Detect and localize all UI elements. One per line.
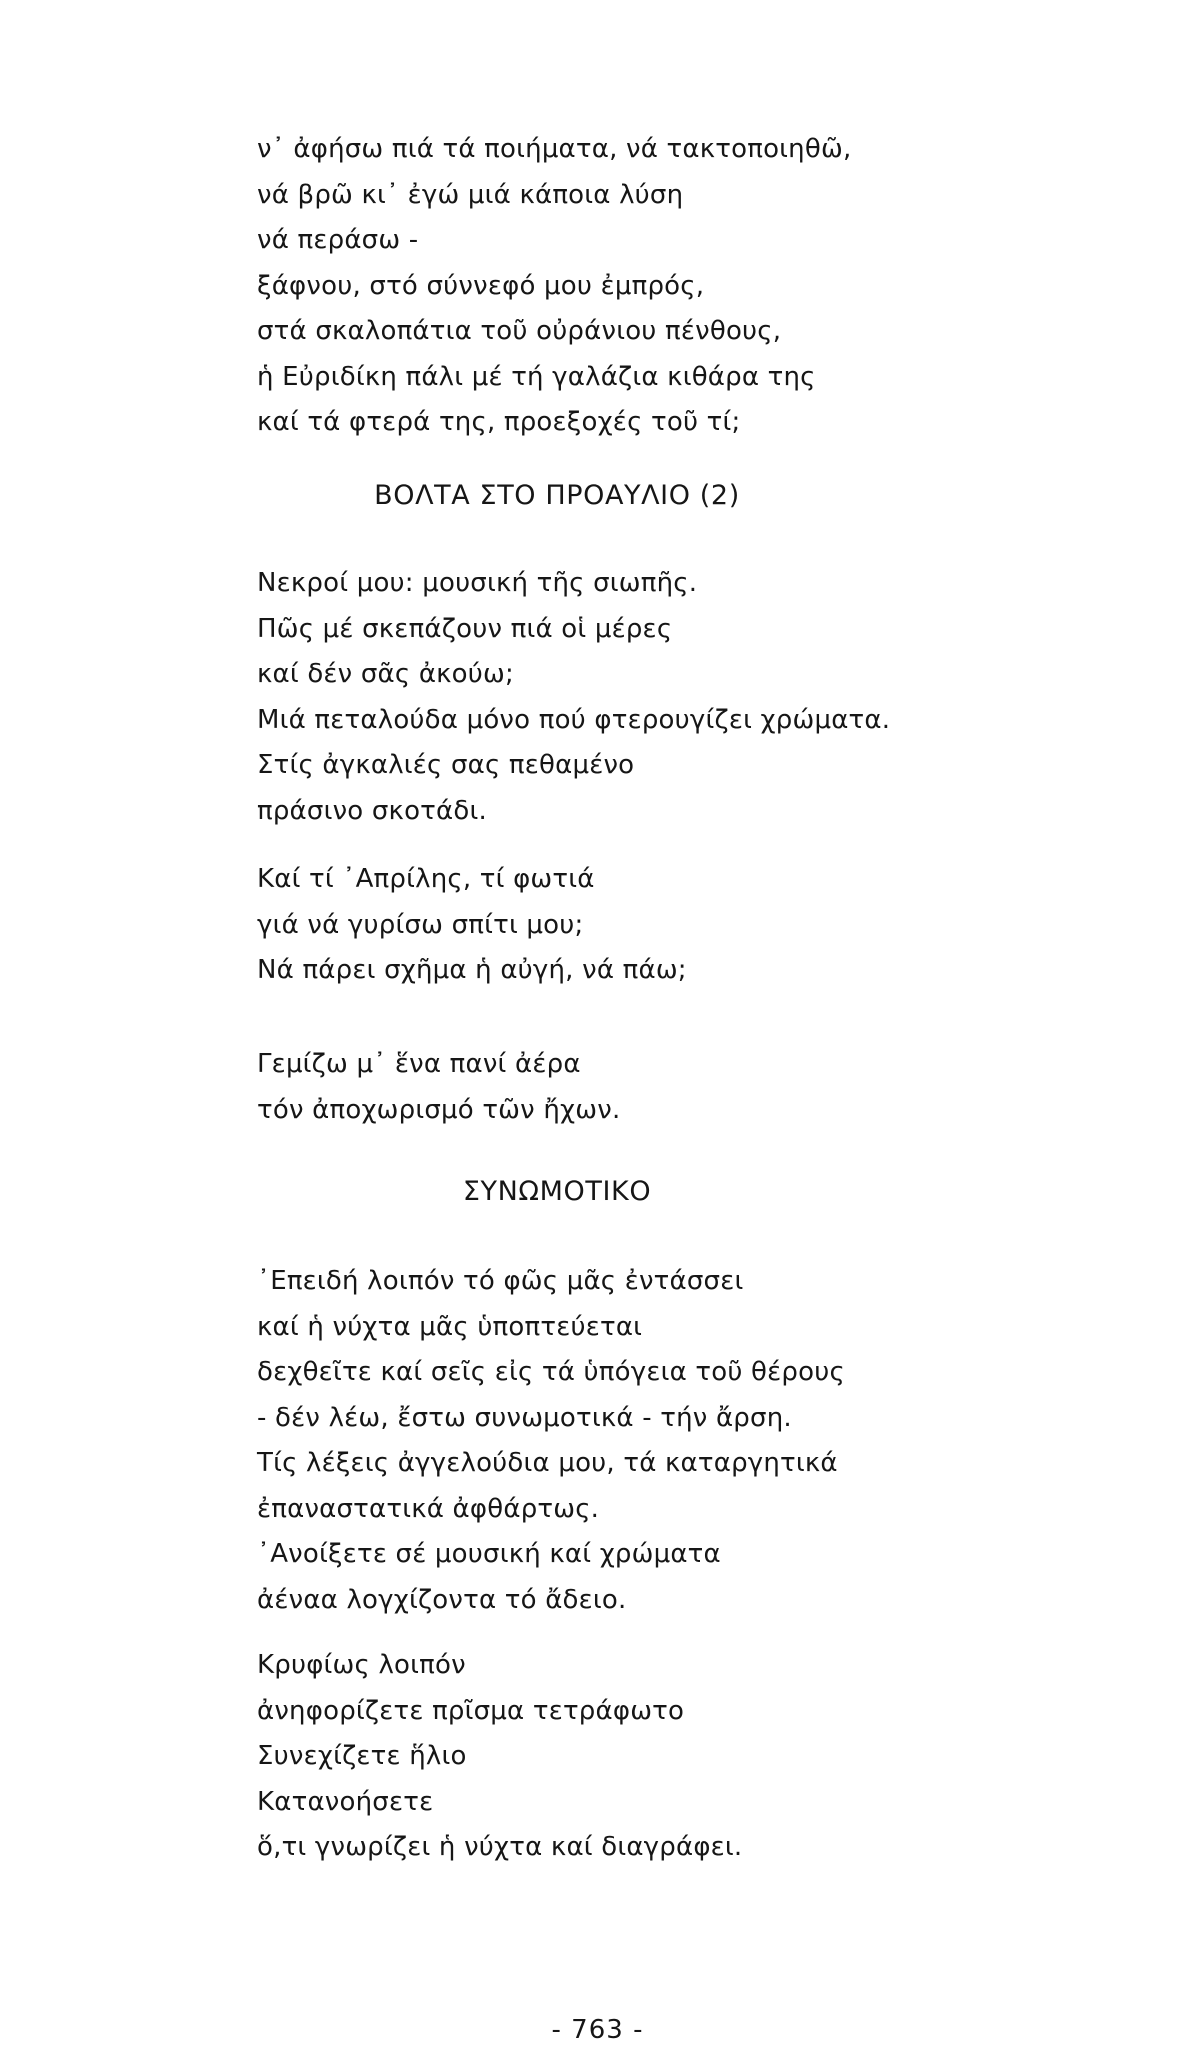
verse-line: πράσινο σκοτάδι.: [257, 795, 487, 826]
verse-line: Μιά πεταλούδα μόνο πού φτερουγίζει χρώματα.: [257, 704, 891, 735]
verse-line: καί δέν σᾶς ἀκούω;: [257, 659, 514, 689]
poem-volta-stanza-3: [257, 1042, 1137, 1133]
verse-line: ἀέναα λογχίζοντα τό ἄδειο.: [257, 1584, 627, 1615]
verse-line: Πῶς μέ σκεπάζουν πιά οἱ μέρες: [257, 613, 673, 644]
verse-line: - δέν λέω, ἔστω συνωμοτικά - τήν ἄρση.: [257, 1402, 792, 1433]
verse-line: Στίς ἀγκαλιές σας πεθαμένο: [257, 750, 635, 780]
poem-volta-stanza-1: [257, 561, 1137, 834]
verse-line: ξάφνου, στό σύννεφό μου ἐμπρός,: [257, 270, 705, 301]
verse-line: νά βρῶ κι᾿ ἐγώ μιά κάποια λύση: [257, 179, 684, 210]
poem-volta-stanza-2: [257, 857, 1137, 994]
verse-line: Κρυφίως λοιπόν: [257, 1650, 466, 1680]
page-number: - 763 -: [551, 2015, 644, 2045]
poem-synomotiko-stanza-1: [257, 1259, 1137, 1623]
verse-line: στά σκαλοπάτια τοῦ οὐράνιου πένθους,: [257, 316, 782, 346]
verse-line: ᾿Ανοίξετε σέ μουσική καί χρώματα: [257, 1539, 721, 1569]
verse-line: Τίς λέξεις ἀγγελούδια μου, τά καταργητικά: [257, 1448, 838, 1478]
verse-line: Κατανοήσετε: [257, 1786, 434, 1817]
verse-line: ὅ,τι γνωρίζει ἡ νύχτα καί διαγράφει.: [257, 1832, 743, 1862]
verse-line: Νά πάρει σχῆμα ἡ αὐγή, νά πάω;: [257, 955, 687, 985]
verse-line: δεχθεῖτε καί σεῖς εἰς τά ὑπόγεια τοῦ θέρους: [257, 1357, 845, 1387]
poem-synomotiko-stanza-2: [257, 1643, 1137, 1871]
verse-line: νά περάσω -: [257, 225, 419, 255]
verse-line: ἐπαναστατικά ἀφθάρτως.: [257, 1493, 600, 1524]
poem-title-volta: ΒΟΛΤΑ ΣΤΟ ΠΡΟΑΥΛΙΟ (2): [374, 480, 740, 511]
poem-title-synomotiko: ΣΥΝΩΜΟΤΙΚΟ: [462, 1176, 652, 1207]
verse-line: Γεμίζω μ᾿ ἕνα πανί ἀέρα: [257, 1049, 581, 1079]
verse-line: τόν ἀποχωρισμό τῶν ἤχων.: [257, 1094, 621, 1125]
verse-line: καί ἡ νύχτα μᾶς ὑποπτεύεται: [257, 1311, 643, 1342]
verse-line: καί τά φτερά της, προεξοχές τοῦ τί;: [257, 407, 741, 437]
verse-line: ἡ Εὐριδίκη πάλι μέ τή γαλάζια κιθάρα της: [257, 361, 816, 392]
poem-fragment-stanza: [257, 127, 1137, 446]
verse-line: Καί τί ᾿Απρίλης, τί φωτιά: [257, 864, 595, 894]
verse-line: ν᾿ ἀφήσω πιά τά ποιήματα, νά τακτοποιηθῶ,: [257, 134, 852, 164]
verse-line: ᾿Επειδή λοιπόν τό φῶς μᾶς ἐντάσσει: [257, 1266, 744, 1296]
verse-line: Νεκροί μου: μουσική τῆς σιωπῆς.: [257, 568, 698, 598]
verse-line: γιά νά γυρίσω σπίτι μου;: [257, 909, 584, 940]
verse-line: Συνεχίζετε ἥλιο: [257, 1741, 467, 1771]
verse-line: ἀνηφορίζετε πρῖσμα τετράφωτο: [257, 1695, 685, 1726]
